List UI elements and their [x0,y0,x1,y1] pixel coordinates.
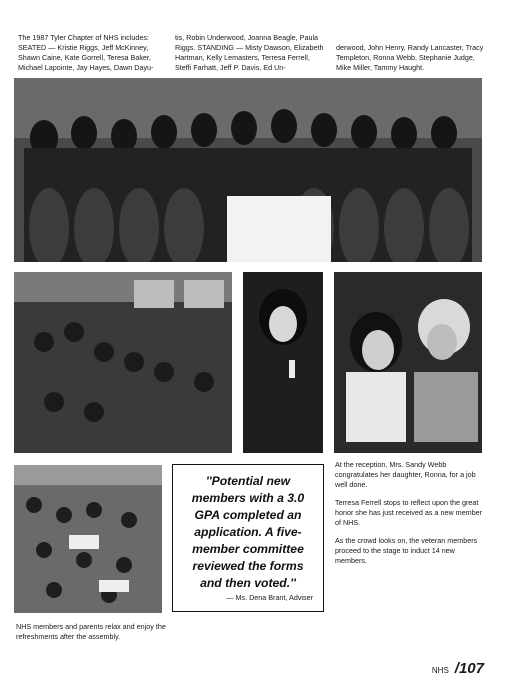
ferrell-photo [243,272,323,453]
page-folio [432,660,484,677]
caption-reception: At the reception, Mrs. Sandy Webb congratulates her daughter, Ronna, for a job well done. [335,460,476,489]
reception-photo [334,272,482,453]
intro-column-1: The 1987 Tyler Chapter of NHS includes: SEATED — Kristie Riggs, Jeff McKinney, Shawn Caine, Kate Gorrell, Teresa Baker, Michael Lapointe, Jay Hayes, Dawn Dayu- [18,33,154,72]
page-number: /107 [454,660,484,677]
refreshments-photo [14,465,162,613]
induction-photo [14,272,232,453]
group-photo [14,78,482,262]
intro-column-2: tis, Robin Underwood, Joanna Beagle, Paula Riggs. STANDING — Misty Dawson, Elizabeth Hartman, Kelly Lemasters, Terresa Ferrell, Steffi Farhatt, Jeff P. Davis, Ed Un- [175,33,324,72]
quote-attribution: — Ms. Dena Brant, Adviser [226,593,313,602]
intro-column-3: derwood, John Henry, Randy Lancaster, Tracy Templeton, Ronna Webb, Stephanie Judge, Mike Miller, Tammy Haught. [336,43,484,72]
pull-quote: ''Potential new members with a 3.0 GPA completed an application. A five-member committee reviewed the forms and then voted.'' [191,474,305,590]
pull-quote-box [172,464,324,612]
caption-crowd: As the crowd looks on, the veteran members proceed to the stage to induct 14 new members. [335,536,478,565]
caption-refreshments: NHS members and parents relax and enjoy the refreshments after the assembly. [16,622,166,641]
folio-section: NHS [431,666,449,675]
caption-ferrell: Terresa Ferrell stops to reflect upon the great honor she has just received as a new member of NHS. [335,498,483,527]
caption-column-right [335,460,485,574]
